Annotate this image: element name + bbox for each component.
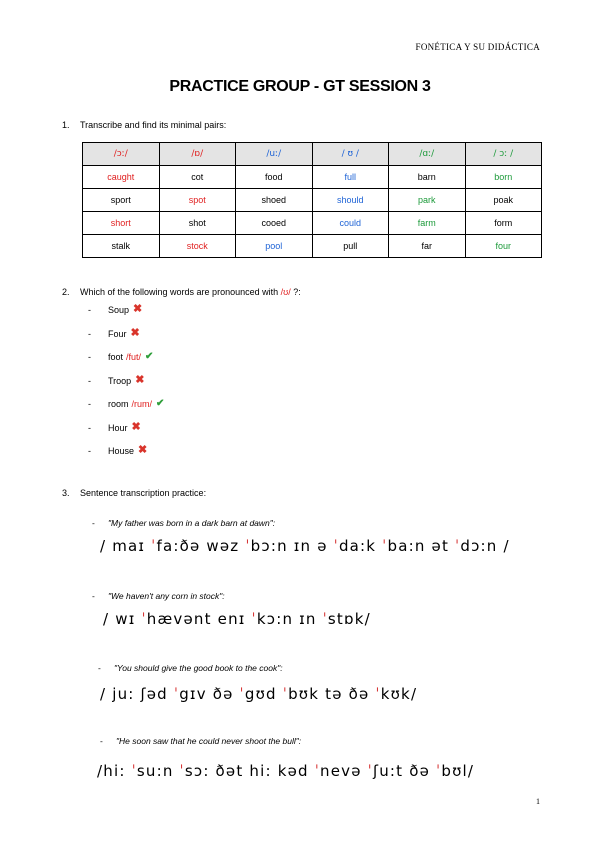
sentence-prompt (92, 591, 225, 601)
transcription-part: / wɪ (103, 610, 142, 628)
stress-mark: ˈ (455, 537, 461, 555)
word-ipa: /rum/ (131, 399, 153, 409)
handwritten-transcription (97, 762, 474, 780)
transcription-part: ʃu:t ðə (372, 762, 437, 780)
transcription-part: / ju: ʃəd (100, 685, 174, 703)
question-2-ipa: /ʊ/ (280, 287, 291, 297)
table-cell: park (389, 189, 466, 212)
stress-mark: ˈ (333, 537, 339, 555)
list-item (88, 305, 164, 329)
stress-mark: ˈ (141, 610, 147, 628)
question-2-suffix: ?: (290, 287, 301, 297)
sentence-text: "My father was born in a dark barn at dawn": (108, 518, 276, 528)
cross-icon: ✖ (138, 444, 148, 456)
stress-mark: ˈ (131, 762, 137, 780)
table-cell: farm (389, 212, 466, 235)
list-dash: - (88, 422, 91, 433)
transcription-part: stɒk/ (327, 610, 371, 628)
table-cell: far (389, 235, 466, 258)
handwritten-transcription (100, 685, 417, 703)
list-item (88, 446, 164, 470)
list-dash: - (88, 375, 91, 386)
table-cell: cooed (236, 212, 313, 235)
word-list (88, 305, 164, 470)
question-3 (62, 488, 206, 498)
transcription-part: su:n (136, 762, 180, 780)
transcription-part: kɔ:n ɪn (256, 610, 323, 628)
transcription-part: nevə (320, 762, 368, 780)
list-dash: - (92, 591, 95, 601)
stress-mark: ˈ (436, 762, 442, 780)
table-cell: form (465, 212, 542, 235)
transcription-part: bɔ:n ɪn ə (250, 537, 334, 555)
list-dash: - (88, 446, 91, 456)
transcription-part: gɪv ðə (179, 685, 240, 703)
table-header: / ɔː / (465, 143, 542, 166)
list-item (88, 420, 164, 447)
table-header-row (83, 143, 542, 166)
table-header: /ɒ/ (159, 143, 236, 166)
stress-mark: ˈ (173, 685, 180, 703)
handwritten-transcription (100, 537, 510, 555)
table-row (83, 235, 542, 258)
table-row (83, 212, 542, 235)
question-3-text: Sentence transcription practice: (80, 488, 207, 498)
transcription-part: da:k (338, 537, 383, 555)
question-1-number: 1. (62, 120, 70, 130)
table-cell: barn (389, 166, 466, 189)
transcription-part: /hi: (97, 762, 132, 780)
minimal-pairs-table (82, 142, 542, 258)
transcription-part: / maɪ (100, 537, 152, 555)
stress-mark: ˈ (282, 685, 289, 703)
question-2 (62, 287, 301, 297)
table-cell: shoed (236, 189, 313, 212)
table-cell: could (312, 212, 389, 235)
sentence-text: "We haven't any corn in stock": (108, 591, 225, 601)
word: Soup (108, 305, 130, 315)
table-cell: four (465, 235, 542, 258)
table-cell: shot (159, 212, 236, 235)
list-dash: - (88, 399, 91, 409)
transcription-part: kʊk/ (380, 685, 418, 703)
transcription-part: fa:ðə wəz (156, 537, 246, 555)
table-header: / ʊ / (312, 143, 389, 166)
stress-mark: ˈ (367, 762, 373, 780)
list-item (88, 326, 164, 353)
question-1-text: Transcribe and find its minimal pairs: (80, 120, 227, 130)
table-header: /ɑː/ (389, 143, 466, 166)
word: Four (108, 328, 127, 339)
table-cell: pool (236, 235, 313, 258)
list-dash: - (92, 518, 95, 528)
stress-mark: ˈ (179, 762, 185, 780)
list-dash: - (88, 305, 91, 315)
transcription-part: dɔ:n / (460, 537, 510, 555)
stress-mark: ˈ (239, 685, 245, 703)
sentence-prompt (98, 663, 283, 673)
cross-icon: ✖ (133, 303, 143, 315)
table-header: /uː/ (236, 143, 313, 166)
sentence-prompt (92, 518, 275, 528)
stress-mark: ˈ (251, 610, 257, 628)
question-2-number: 2. (62, 287, 70, 297)
question-2-text: Which of the following words are pronounced with (80, 287, 281, 297)
table-cell: stock (159, 235, 236, 258)
word: House (108, 446, 135, 456)
table-cell: pull (312, 235, 389, 258)
stress-mark: ˈ (322, 610, 328, 628)
check-icon: ✔ (156, 398, 165, 409)
stress-mark: ˈ (245, 537, 251, 555)
word-ipa: /fut/ (126, 352, 142, 362)
stress-mark: ˈ (375, 685, 381, 703)
table-cell: stalk (83, 235, 160, 258)
word: Hour (108, 422, 128, 433)
question-1 (62, 120, 226, 130)
table-cell: cot (159, 166, 236, 189)
table-cell: short (83, 212, 160, 235)
list-item (88, 373, 164, 400)
page-header: FONÉTICA Y SU DIDÁCTICA (415, 42, 540, 52)
stress-mark: ˈ (151, 537, 157, 555)
table-header: /ɔː/ (83, 143, 160, 166)
transcription-part: hævənt enɪ (146, 610, 252, 628)
handwritten-transcription (103, 610, 371, 628)
table-cell: should (312, 189, 389, 212)
table-cell: born (465, 166, 542, 189)
list-dash: - (88, 352, 91, 362)
sentence-text: "He soon saw that he could never shoot the bull": (116, 736, 302, 746)
list-dash: - (100, 736, 103, 746)
table-cell: sport (83, 189, 160, 212)
list-item (88, 352, 164, 376)
transcription-part: bʊk tə ðə (288, 685, 376, 703)
table-cell: poak (465, 189, 542, 212)
list-dash: - (98, 663, 101, 673)
table-cell: caught (83, 166, 160, 189)
table-row (83, 189, 542, 212)
page-number: 1 (536, 797, 540, 806)
table-cell: full (312, 166, 389, 189)
transcription-part: ba:n ət (387, 537, 456, 555)
cross-icon: ✖ (135, 373, 145, 386)
transcription-part: bʊl/ (441, 762, 475, 780)
word: foot (108, 352, 124, 362)
transcription-part: sɔ: ðət hi: kəd (184, 762, 315, 780)
table-cell: spot (159, 189, 236, 212)
word: room (108, 399, 129, 409)
cross-icon: ✖ (131, 420, 141, 433)
word: Troop (108, 375, 132, 386)
sentence-prompt (100, 736, 301, 746)
check-icon: ✔ (145, 351, 154, 362)
question-3-number: 3. (62, 488, 70, 498)
table-cell: food (236, 166, 313, 189)
list-dash: - (88, 328, 91, 339)
cross-icon: ✖ (130, 326, 140, 339)
table-row (83, 166, 542, 189)
transcription-part: gʊd (244, 685, 283, 703)
page-title: PRACTICE GROUP - GT SESSION 3 (169, 78, 431, 95)
stress-mark: ˈ (382, 537, 388, 555)
list-item (88, 399, 164, 423)
sentence-text: "You should give the good book to the cook": (114, 663, 283, 673)
stress-mark: ˈ (314, 762, 321, 780)
